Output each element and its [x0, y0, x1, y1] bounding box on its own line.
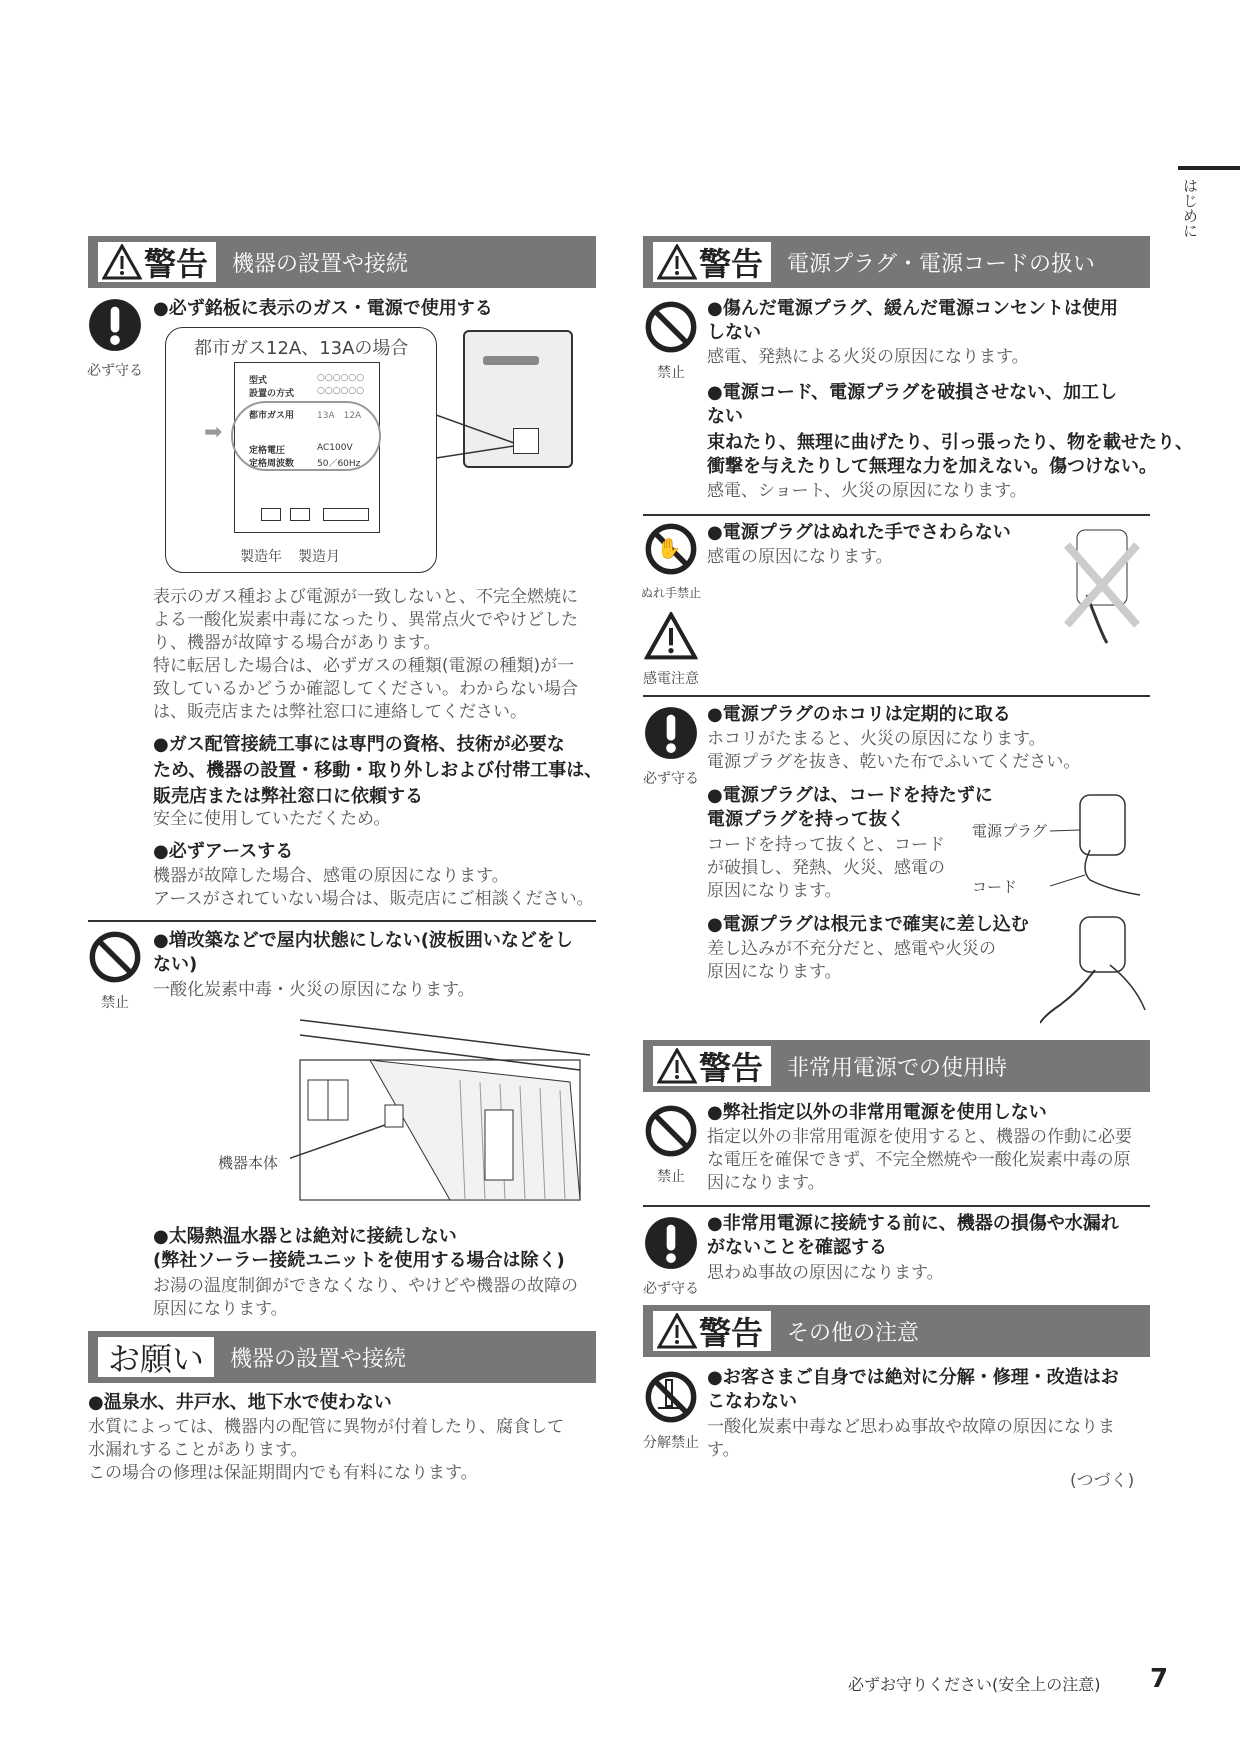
- warning-badge: 警告: [653, 242, 771, 282]
- arrow-icon: ➡: [204, 420, 223, 445]
- prohibited-icon: 禁止: [640, 1104, 702, 1186]
- item-title: [153, 732, 602, 810]
- item-body: 感電、ショート、火災の原因になります。: [707, 481, 1027, 501]
- item-title: [707, 1366, 1119, 1414]
- body-line: ホコリがたまると、火災の原因になります。: [707, 729, 1046, 749]
- warning-triangle-icon: [657, 244, 697, 280]
- continued-label: (つづく): [1070, 1471, 1135, 1491]
- warning-badge: 警告: [653, 1311, 771, 1351]
- title-line: ●傷んだ電源プラグ、緩んだ電源コンセントは使用: [707, 298, 1118, 319]
- body-line: 指定以外の非常用電源を使用すると、機器の作動に必要: [707, 1127, 1132, 1147]
- item-body: [707, 834, 945, 903]
- body-line: 特に転居した場合は、必ずガスの種類(電源の種類)が一: [153, 656, 575, 676]
- divider: [88, 920, 596, 922]
- side-tab-label: はじめに: [1181, 178, 1199, 238]
- section-title: 電源プラグ・電源コードの扱い: [787, 251, 1096, 277]
- plate-label: 定格周波数: [249, 459, 295, 469]
- warning-triangle-icon: [102, 244, 142, 280]
- warning-triangle-icon: [657, 1313, 697, 1349]
- item-body: [88, 1416, 564, 1485]
- electric-shock-icon: 感電注意: [640, 612, 702, 688]
- title-line: ●お客さまご自身では絶対に分解・修理・改造はお: [707, 1367, 1119, 1388]
- title-line: ため、機器の設置・移動・取り外しおよび付帯工事は、: [153, 760, 603, 781]
- item-body: [707, 728, 1080, 774]
- must-follow-icon: 必ず守る: [640, 1216, 702, 1298]
- title-line: こなわない: [707, 1391, 797, 1412]
- item-title: ●電源プラグはぬれた手でさわらない: [707, 522, 1011, 543]
- wet-hand-plug-illustration: [1062, 525, 1152, 645]
- title-line: ●電源プラグは、コードを持たずに: [707, 785, 993, 806]
- body-line: 原因になります。: [707, 962, 842, 982]
- prohibited-icon: 禁止: [84, 930, 146, 1012]
- divider: [643, 695, 1150, 697]
- body-line: 一酸化炭素中毒など思わぬ事故や故障の原因になりま: [707, 1417, 1115, 1437]
- body-line: 表示のガス種および電源が一致しないと、不完全燃焼に: [153, 587, 578, 607]
- item-emphasis: [707, 431, 1193, 479]
- plate-label: 定格電圧: [249, 446, 286, 456]
- title-line: ない): [153, 954, 198, 975]
- body-line: 電源プラグを抜き、乾いた布でふいてください。: [707, 752, 1081, 772]
- plate-label: 設置の方式: [249, 389, 295, 399]
- item-title: ●温泉水、井戸水、地下水で使わない: [88, 1392, 392, 1413]
- prohibited-icon: 禁止: [640, 300, 702, 382]
- body-line: 致しているかどうか確認してください。わからない場合: [153, 679, 578, 699]
- body-line: り、機器が故障する場合があります。: [153, 633, 441, 653]
- plug-insert-illustration: [1040, 915, 1150, 1025]
- section-title: 機器の設置や接続: [230, 1346, 407, 1372]
- plate-value: ○○○○○○: [317, 386, 365, 396]
- title-line: 販売店または弊社窓口に依頼する: [153, 786, 423, 807]
- plate-label: 型式: [249, 376, 268, 386]
- request-header-installation: [88, 1331, 596, 1383]
- highlight-ellipse: [231, 401, 381, 471]
- plug-pull-illustration: [1050, 790, 1150, 900]
- body-line: 原因になります。: [707, 881, 842, 901]
- plate-value: 13A 12A: [317, 411, 362, 421]
- plate-value: ○○○○○○: [317, 373, 365, 383]
- body-line: 機器が故障した場合、感電の原因になります。: [153, 866, 509, 886]
- body-line: 原因になります。: [153, 1299, 288, 1319]
- item-title: [707, 784, 993, 832]
- body-line: よる一酸化炭素中毒になったり、異常点火でやけどした: [153, 610, 578, 630]
- body-line: この場合の修理は保証期間内でも有料になります。: [88, 1463, 478, 1483]
- item-body: 思わぬ事故の原因になります。: [707, 1263, 944, 1283]
- plate-value: AC100V: [317, 443, 353, 453]
- item-title: ●電源プラグは根元まで確実に差し込む: [707, 914, 1029, 935]
- item-title: [707, 297, 1118, 345]
- body-line: が破損し、発熱、火災、感電の: [707, 858, 945, 878]
- svg-text:✋: ✋: [656, 536, 682, 560]
- year-label: 製造年: [240, 549, 282, 565]
- no-disassembly-icon: 分解禁止: [640, 1370, 702, 1452]
- body-line: 差し込みが不充分だと、感電や火災の: [707, 939, 996, 959]
- title-line: (弊社ソーラー接続ユニットを使用する場合は除く): [153, 1250, 565, 1271]
- title-line: ●太陽熱温水器とは絶対に接続しない: [153, 1226, 457, 1247]
- item-title: [707, 381, 1117, 429]
- body-line: お湯の温度制御ができなくなり、やけどや機器の故障の: [153, 1276, 578, 1296]
- plug-label: 電源プラグ: [972, 822, 1048, 840]
- body-line: 因になります。: [707, 1173, 825, 1193]
- title-line: がないことを確認する: [707, 1237, 887, 1258]
- nameplate: [234, 362, 380, 533]
- emphasis-line: 衝撃を与えたりして無理な力を加えない。傷つけない。: [707, 456, 1157, 477]
- item-body: [153, 865, 594, 911]
- callout-lines: [436, 410, 516, 460]
- warning-header-emergency-power: [643, 1040, 1150, 1092]
- month-label: 製造月: [298, 549, 340, 565]
- section-title: その他の注意: [787, 1320, 920, 1346]
- body-line: 水質によっては、機器内の配管に異物が付着したり、腐食して: [88, 1417, 564, 1437]
- item-body: [707, 1126, 1132, 1195]
- item-title: ●電源プラグのホコリは定期的に取る: [707, 704, 1011, 725]
- divider: [643, 1205, 1150, 1207]
- title-line: ●電源コード、電源プラグを破損させない、加工し: [707, 382, 1118, 403]
- house-enclosure-illustration: [290, 1010, 600, 1210]
- title-line: しない: [707, 322, 761, 343]
- cord-label: コード: [972, 878, 1018, 896]
- body-line: な電圧を確保できず、不完全燃焼や一酸化炭素中毒の原: [707, 1150, 1131, 1170]
- item-title: [153, 1225, 565, 1273]
- item-body: [153, 586, 603, 724]
- must-follow-icon: 必ず守る: [84, 298, 146, 380]
- plate-label: 都市ガス用: [249, 411, 295, 421]
- page-number: 7: [1150, 1664, 1169, 1694]
- footer-text: 必ずお守りください(安全上の注意): [848, 1675, 1101, 1694]
- section-title: 機器の設置や接続: [232, 251, 409, 277]
- must-follow-icon: 必ず守る: [640, 706, 702, 788]
- item-title: [707, 1212, 1119, 1260]
- body-line: コードを持って抜くと、コード: [707, 835, 945, 855]
- warning-badge: 警告: [653, 1046, 771, 1086]
- emphasis-line: 束ねたり、無理に曲げたり、引っ張ったり、物を載せたり、: [707, 432, 1193, 453]
- item-body: [153, 1275, 578, 1321]
- item-title: ●必ずアースする: [153, 841, 294, 862]
- section-title: 非常用電源での使用時: [787, 1055, 1008, 1081]
- warning-header-other: [643, 1305, 1150, 1357]
- body-line: は、販売店または弊社窓口に連絡してください。: [153, 702, 527, 722]
- body-line: す。: [707, 1440, 740, 1460]
- divider: [643, 514, 1150, 516]
- side-tab-bar: [1178, 166, 1240, 170]
- body-line: 水漏れすることがあります。: [88, 1440, 308, 1460]
- item-body: [707, 1416, 1115, 1462]
- item-body: 感電の原因になります。: [707, 547, 893, 567]
- item-title: ●必ず銘板に表示のガス・電源で使用する: [153, 298, 493, 319]
- title-line: ●非常用電源に接続する前に、機器の損傷や水漏れ: [707, 1213, 1119, 1234]
- plate-value: 50／60Hz: [317, 459, 361, 469]
- warning-triangle-icon: [657, 1048, 697, 1084]
- title-line: ●増改築などで屋内状態にしない(波板囲いなどをし: [153, 930, 573, 951]
- warning-badge: 警告: [98, 242, 216, 282]
- no-wet-hands-icon: ✋ ぬれ手禁止: [640, 522, 702, 601]
- unit-callout-label: 機器本体: [218, 1154, 279, 1172]
- item-body: 感電、発熱による火災の原因になります。: [707, 347, 1029, 367]
- nameplate-diagram: [165, 327, 437, 573]
- item-body: 一酸化炭素中毒・火災の原因になります。: [153, 980, 475, 1000]
- request-badge: お願い: [98, 1337, 214, 1377]
- warning-header-power-plug: [643, 236, 1150, 288]
- item-body: [707, 938, 996, 984]
- title-line: 電源プラグを持って抜く: [707, 809, 905, 830]
- warning-header-installation: [88, 236, 596, 288]
- title-line: ●ガス配管接続工事には専門の資格、技術が必要な: [153, 734, 565, 755]
- item-body: 安全に使用していただくため。: [153, 809, 391, 829]
- body-line: アースがされていない場合は、販売店にご相談ください。: [153, 889, 594, 909]
- title-line: ない: [707, 406, 743, 427]
- item-title: ●弊社指定以外の非常用電源を使用しない: [707, 1102, 1047, 1123]
- diagram-caption: 都市ガス12A、13Aの場合: [194, 338, 409, 359]
- item-title: [153, 929, 573, 977]
